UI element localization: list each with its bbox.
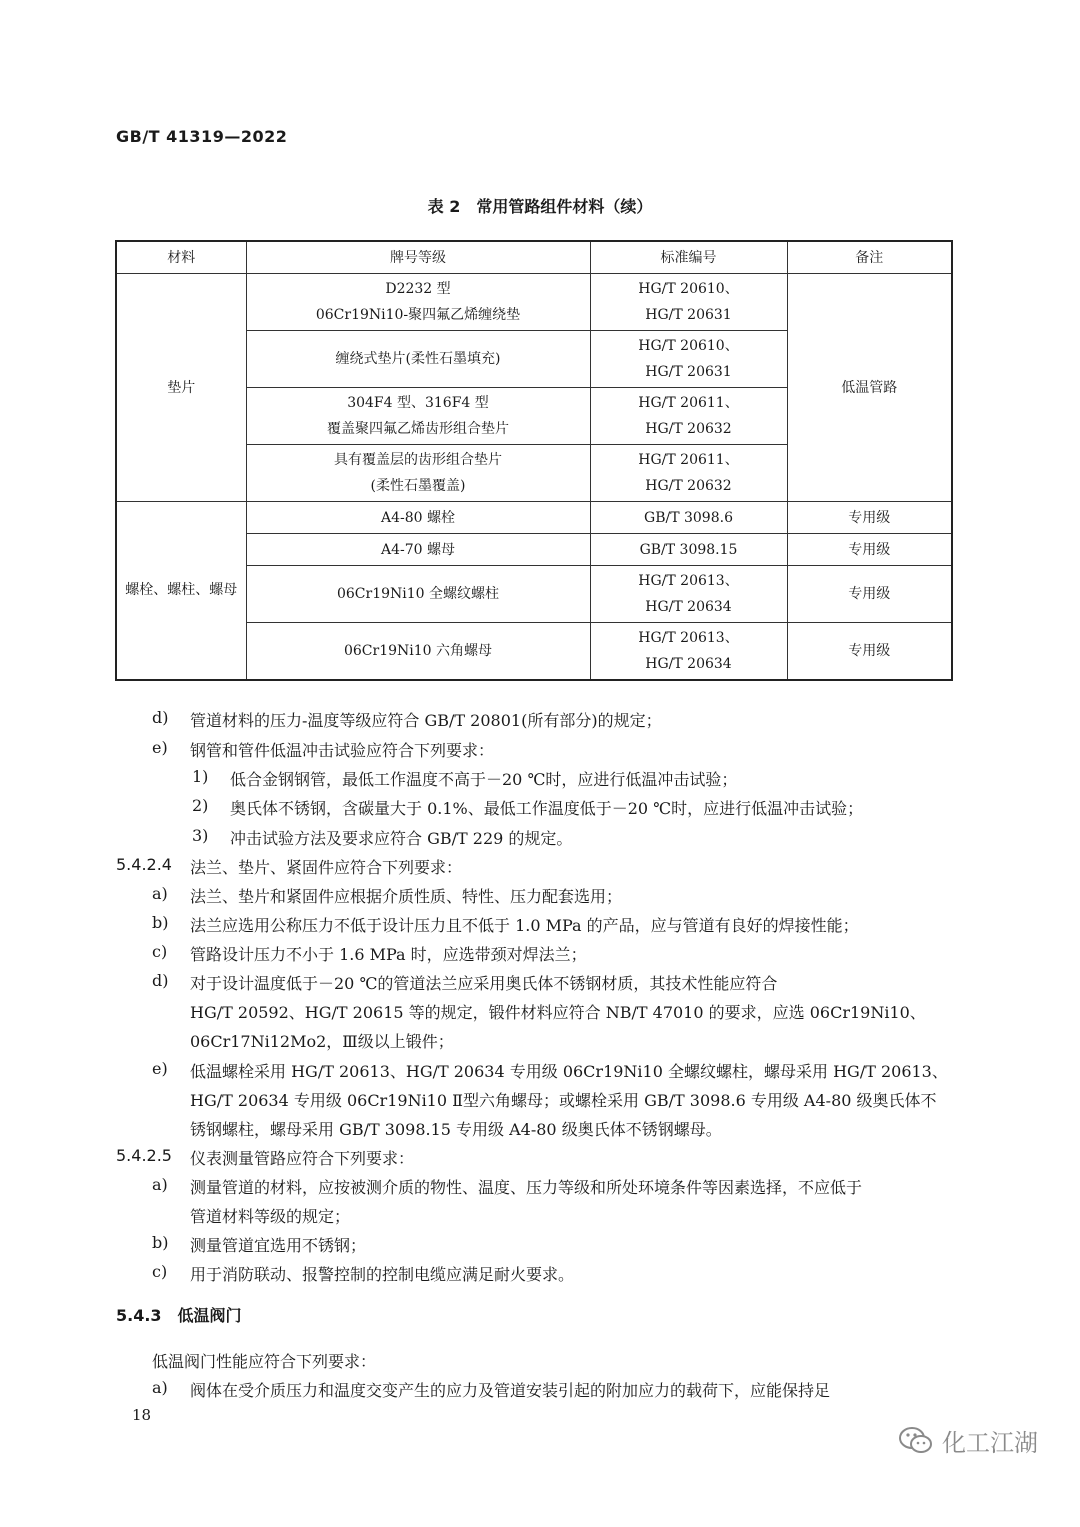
material-cell: 垫片 xyxy=(116,274,246,502)
materials-table xyxy=(115,240,953,681)
grade-cell: A4-70 螺母 xyxy=(246,534,590,566)
note-cell: 低温管路 xyxy=(787,274,952,502)
grade-cell: 缠绕式垫片(柔性石墨填充) xyxy=(246,331,590,388)
column-header: 备注 xyxy=(787,241,952,274)
standard-code: GB/T 41319—2022 xyxy=(116,127,288,146)
list-item-text: 锈钢螺柱，螺母采用 GB/T 3098.15 专用级 A4-80 级奥氏体不锈钢螺母。 xyxy=(190,1120,722,1139)
list-marker: a) xyxy=(152,1378,168,1397)
grade-cell: 具有覆盖层的齿形组合垫片 (柔性石墨覆盖) xyxy=(246,445,590,502)
paragraph-text: 低温阀门性能应符合下列要求： xyxy=(152,1352,377,1371)
list-item-text: 法兰、垫片和紧固件应根据介质性质、特性、压力配套选用； xyxy=(190,887,623,906)
list-marker: d) xyxy=(152,971,169,990)
note-cell: 专用级 xyxy=(787,534,952,566)
note-cell: 专用级 xyxy=(787,623,952,680)
list-marker: c) xyxy=(152,1262,168,1281)
section-title: 仪表测量管路应符合下列要求： xyxy=(190,1149,415,1168)
grade-cell: D2232 型 06Cr19Ni10-聚四氟乙烯缠绕垫 xyxy=(246,274,590,331)
column-header: 牌号等级 xyxy=(246,241,590,274)
list-item-text: 阀体在受介质压力和温度交变产生的应力及管道安装引起的附加应力的载荷下，应能保持足 xyxy=(190,1381,831,1400)
list-item-text: 测量管道宜选用不锈钢； xyxy=(190,1236,367,1255)
list-item-text: 管道材料等级的规定； xyxy=(190,1207,351,1226)
list-marker: e) xyxy=(152,1059,168,1078)
standard-cell: HG/T 20610、 HG/T 20631 xyxy=(590,331,787,388)
list-marker: 3) xyxy=(192,826,209,845)
list-item-text: 法兰应选用公称压力不低于设计压力且不低于 1.0 MPa 的产品，应与管道有良好的焊接性能； xyxy=(190,916,859,935)
grade-cell: 06Cr19Ni10 全螺纹螺柱 xyxy=(246,566,590,623)
watermark-text: 化工江湖 xyxy=(942,1429,1038,1457)
list-item-text: 奥氏体不锈钢，含碳量大于 0.1%、最低工作温度低于－20 ℃时，应进行低温冲击试验； xyxy=(230,799,864,818)
list-marker: b) xyxy=(152,1233,169,1252)
table-row xyxy=(116,274,952,331)
table-header-row xyxy=(116,241,952,274)
note-cell: 专用级 xyxy=(787,502,952,534)
list-marker: a) xyxy=(152,1175,168,1194)
column-header: 标准编号 xyxy=(590,241,787,274)
wechat-icon xyxy=(898,1425,934,1457)
list-item-text: 对于设计温度低于－20 ℃的管道法兰应采用奥氏体不锈钢材质，其技术性能应符合 xyxy=(190,974,778,993)
list-marker: a) xyxy=(152,884,168,903)
section-heading: 5.4.3 低温阀门 xyxy=(116,1306,242,1325)
grade-cell: 06Cr19Ni10 六角螺母 xyxy=(246,623,590,680)
list-marker: 1) xyxy=(192,767,209,786)
list-item-text: HG/T 20634 专用级 06Cr19Ni10 Ⅱ型六角螺母；或螺栓采用 GB/T 3098.6 专用级 A4-80 级奥氏体不 xyxy=(190,1091,937,1110)
watermark xyxy=(898,1423,1038,1458)
table-title: 表 2 常用管路组件材料（续） xyxy=(427,197,653,216)
material-cell: 螺栓、螺柱、螺母 xyxy=(116,502,246,680)
list-item-text: 钢管和管件低温冲击试验应符合下列要求： xyxy=(190,741,495,760)
section-number: 5.4.2.5 xyxy=(116,1146,172,1165)
list-marker: e) xyxy=(152,738,168,757)
list-item-text: 管道材料的压力-温度等级应符合 GB/T 20801(所有部分)的规定； xyxy=(190,711,662,730)
standard-cell: GB/T 3098.6 xyxy=(590,502,787,534)
list-item-text: 管路设计压力不小于 1.6 MPa 时，应选带颈对焊法兰； xyxy=(190,945,587,964)
standard-cell: HG/T 20613、 HG/T 20634 xyxy=(590,623,787,680)
list-item-text: 低温螺栓采用 HG/T 20613、HG/T 20634 专用级 06Cr19Ni10 全螺纹螺柱，螺母采用 HG/T 20613、 xyxy=(190,1062,948,1081)
table-row xyxy=(116,502,952,534)
standard-cell: HG/T 20611、 HG/T 20632 xyxy=(590,445,787,502)
list-item-text: 06Cr17Ni12Mo2，Ⅲ级以上锻件； xyxy=(190,1032,454,1051)
list-marker: d) xyxy=(152,708,169,727)
standard-cell: HG/T 20611、 HG/T 20632 xyxy=(590,388,787,445)
list-marker: b) xyxy=(152,913,169,932)
standard-cell: HG/T 20610、 HG/T 20631 xyxy=(590,274,787,331)
list-item-text: HG/T 20592、HG/T 20615 等的规定，锻件材料应符合 NB/T 47010 的要求，应选 06Cr19Ni10、 xyxy=(190,1003,926,1022)
section-number: 5.4.2.4 xyxy=(116,855,172,874)
standard-cell: HG/T 20613、 HG/T 20634 xyxy=(590,566,787,623)
list-item-text: 用于消防联动、报警控制的控制电缆应满足耐火要求。 xyxy=(190,1265,575,1284)
list-item-text: 测量管道的材料，应按被测介质的物性、温度、压力等级和所处环境条件等因素选择，不应低于 xyxy=(190,1178,863,1197)
section-title: 法兰、垫片、紧固件应符合下列要求： xyxy=(190,858,463,877)
list-item-text: 冲击试验方法及要求应符合 GB/T 229 的规定。 xyxy=(230,829,573,848)
note-cell: 专用级 xyxy=(787,566,952,623)
standard-cell: GB/T 3098.15 xyxy=(590,534,787,566)
column-header: 材料 xyxy=(116,241,246,274)
grade-cell: 304F4 型、316F4 型 覆盖聚四氟乙烯齿形组合垫片 xyxy=(246,388,590,445)
list-marker: 2) xyxy=(192,796,209,815)
list-item-text: 低合金钢钢管，最低工作温度不高于－20 ℃时，应进行低温冲击试验； xyxy=(230,770,738,789)
list-marker: c) xyxy=(152,942,168,961)
page-number: 18 xyxy=(132,1406,152,1424)
grade-cell: A4-80 螺栓 xyxy=(246,502,590,534)
